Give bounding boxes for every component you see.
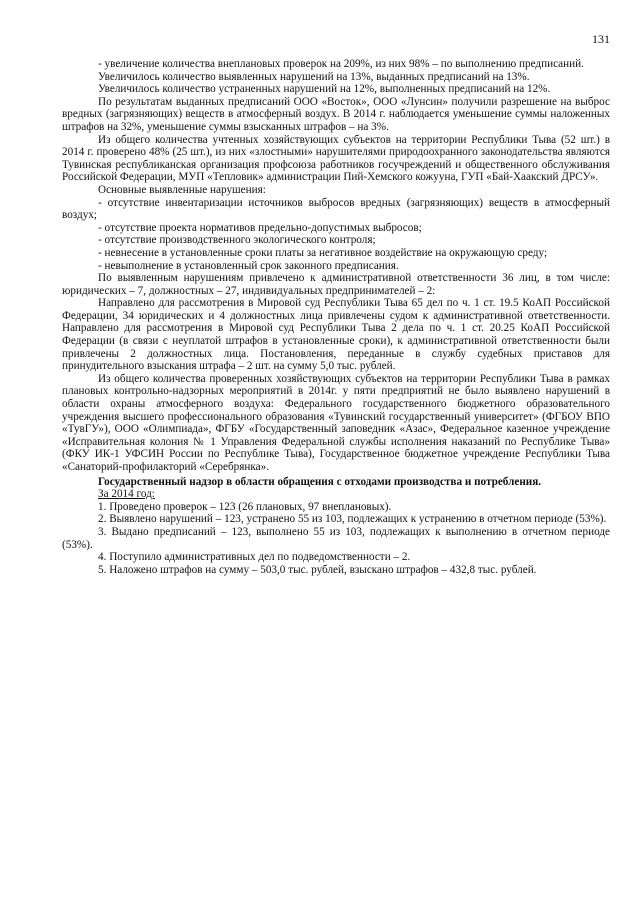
paragraph: Из общего количества учтенных хозяйствующих субъектов на территории Республики Тыва (52 шт.) в 2014 г. проверено 48% (25 шт.), из них «злостными» нарушителями природоохранного законодательства являются Тувинская республиканская организация профсоюза работников госучреждений и общественного обслуживания Российской Федерации, МУП «Тепловик» администрации Пий-Хемского кожууна, ГУП «Бай-Хаакский ДРСУ». [62,133,610,184]
list-item: 3. Выдано предписаний – 123, выполнено 55 из 103, подлежащих к выполнению в отчетном периоде (53%). [62,525,610,551]
list-item: 4. Поступило административных дел по подведомственности – 2. [98,551,411,564]
paragraph: Направлено для рассмотрения в Мировой суд Республики Тыва 65 дел по ч. 1 ст. 19.5 КоАП Российской Федерации, 34 юридических и 4 должностных лица привлечены судом к административной ответственности. Направлено для рассмотрения в Мировой суд Республики Тыва 2 дела по ч. 1 ст. 20.25 КоАП Российской Федерации (в связи с неуплатой штрафов в установленные сроки), к административной ответственности были привлечены 2 должностных лица. Постановления, переданные в службу судебных приставов для принудительного взыскания штрафа – 2 шт. на сумму 5,0 тыс. рублей. [62,297,610,373]
paragraph: Из общего количества проверенных хозяйствующих субъектов на территории Республики Тыва в рамках плановых контрольно-надзорных мероприятий в 2014г. у пяти предприятий не было выявлено нарушений в области охраны атмосферного воздуха: Федерального государственного бюджетного образовательного учреждения высшего профессионального образования «Тувинский государственный университет» (ФГБОУ ВПО «ТувГУ»), ООО «Олимпиада», ФГБУ «Государственный заповедник «Азас», Федеральное казенное учреждение «Исправительная колония № 1 Управления Федеральной службы исполнения наказаний по Республике Тыва» (ФКУ ИК-1 УФСИН России по Республике Тыва), Государственное бюджетное учреждение Республики Тыва «Санаторий-профилакторий «Серебрянка». [62,372,610,473]
section-heading: Государственный надзор в области обращения с отходами производства и потребления. [98,475,542,488]
period-label-text: За 2014 год: [98,488,155,501]
list-item: 5. Наложено штрафов на сумму – 503,0 тыс. рублей, взыскано штрафов – 432,8 тыс. рублей. [98,563,537,576]
paragraph: Основные выявленные нарушения: [98,183,266,196]
paragraph: - увеличение количества внеплановых проверок на 209%, из них 98% – по выполнению предписаний. [98,58,584,70]
paragraph: - невыполнение в установленный срок законного предписания. [98,259,399,272]
paragraph: - отсутствие производственного экологического контроля; [98,234,376,247]
paragraph: Увеличилось количество выявленных нарушений на 13%, выданных предписаний на 13%. [98,70,530,83]
paragraph: Увеличилось количество устраненных нарушений на 12%, выполненных предписаний на 12%. [98,83,551,96]
page-number: 131 [592,32,610,46]
list-item: 2. Выявлено нарушений – 123, устранено 55 из 103, подлежащих к устранению в отчетном периоде (53%). [98,513,607,526]
paragraph: По выявленным нарушениям привлечено к административной ответственности 36 лиц, в том числе: юридических – 7, должностных – 27, индивидуальных предпринимателей – 2: [62,272,610,297]
paragraph: - невнесение в установленные сроки платы за негативное воздействие на окружающую среду; [98,246,548,259]
paragraph: По результатам выданных предписаний ООО «Восток», ООО «Лунсин» получили разрешение на выброс вредных (загрязняющих) веществ в атмосферный воздух. В 2014 г. наблюдается уменьшение суммы наложенных штрафов на 32%, уменьшение суммы взысканных штрафов – на 3%. [62,95,610,133]
paragraph: - отсутствие инвентаризации источников выбросов вредных (загрязняющих) веществ в атмосферный воздух; [62,196,610,222]
paragraph: - отсутствие проекта нормативов предельно-допустимых выбросов; [98,221,422,234]
document-body [62,58,610,576]
list-item: 1. Проведено проверок – 123 (26 плановых, 97 внеплановых). [98,500,392,513]
period-label [62,488,610,501]
